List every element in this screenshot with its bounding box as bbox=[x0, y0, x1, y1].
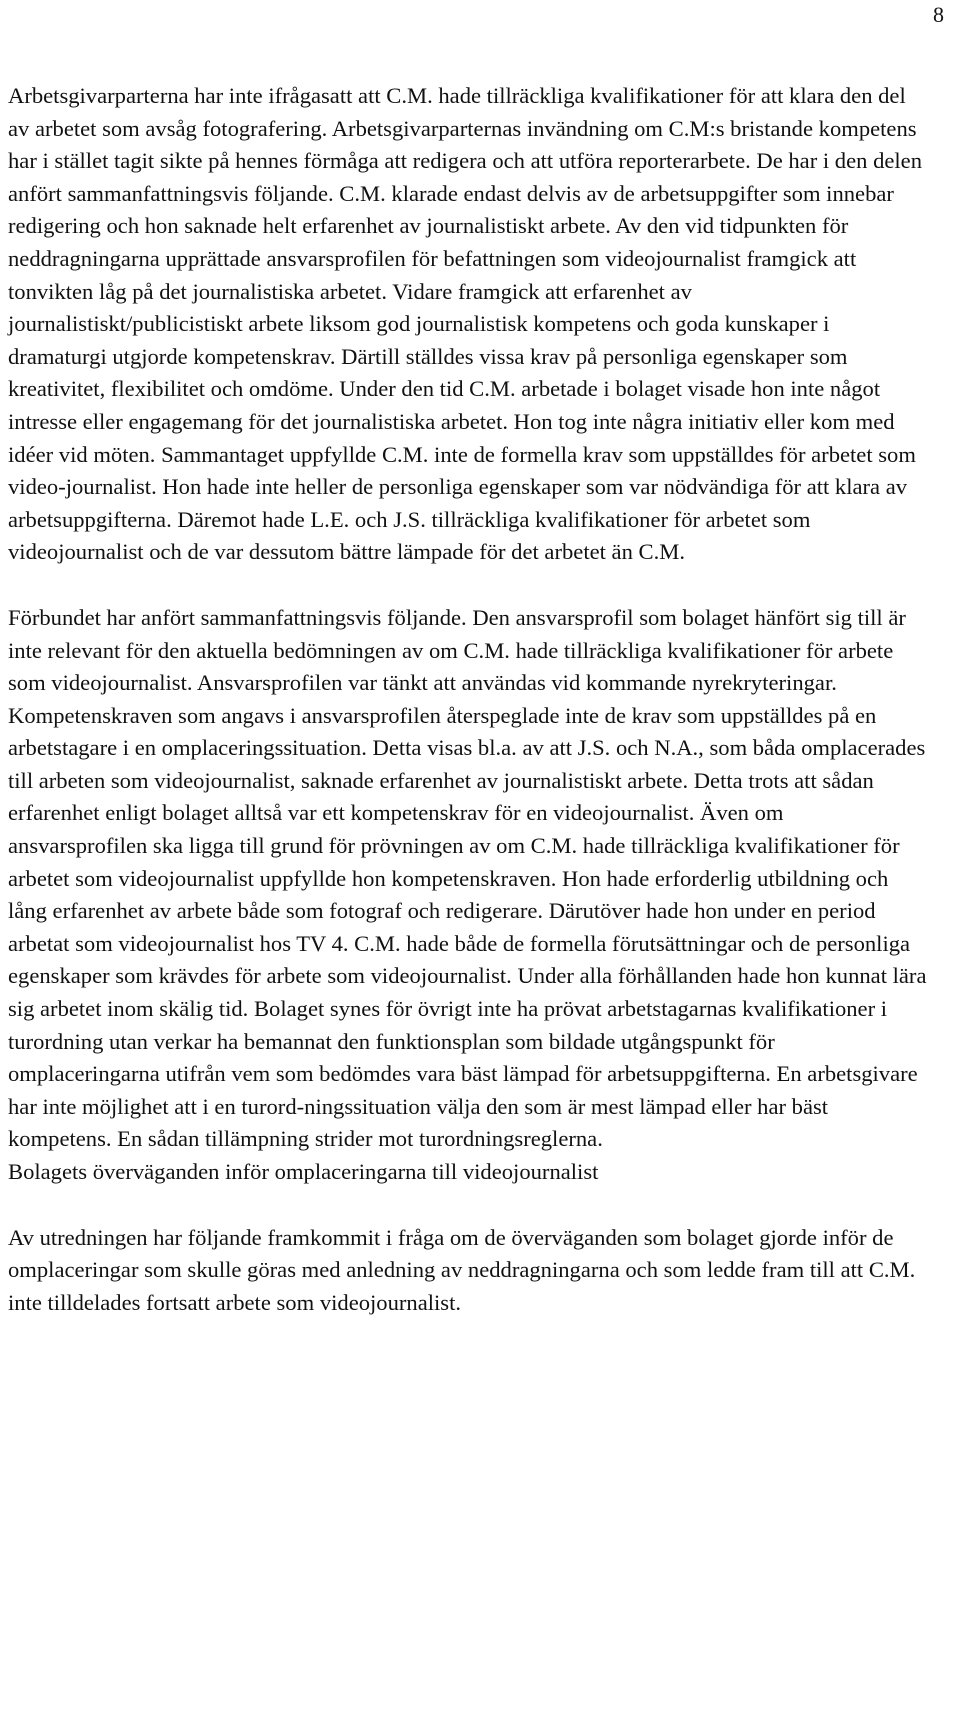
section-heading: Bolagets överväganden inför omplaceringarna till videojournalist bbox=[8, 1159, 599, 1184]
paragraph-union-arguments: Förbundet har anfört sammanfattningsvis följande. Den ansvarsprofil som bolaget hänfört sig till är inte relevant för den aktuella bedömningen av om C.M. hade tillräckliga kvalifikationer för arbete som videojournalist. Ansvarsprofilen var tänkt att användas vid kommande nyrekryteringar. Kompetenskraven som angavs i ansvarsprofilen återspeglade inte de krav som uppställdes på en arbetstagare i en omplaceringssituation. Detta visas bl.a. av att J.S. och N.A., som båda omplacerades till arbeten som videojournalist, saknade erfarenhet av journalistiskt arbete. Detta trots att sådan erfarenhet enligt bolaget alltså var ett kompetenskrav för en videojournalist. Även om ansvarsprofilen ska ligga till grund för prövningen av om C.M. hade tillräckliga kvalifikationer för arbetet som videojournalist uppfyllde hon kompetenskraven. Hon hade erforderlig utbildning och lång erfarenhet av arbete både som fotograf och redigerare. Därutöver hade hon under en period arbetat som videojournalist hos TV 4. C.M. hade både de formella förutsättningar och de personliga egenskaper som krävdes för arbete som videojournalist. Under alla förhållanden hade hon kunnat lära sig arbetet inom skälig tid. Bolaget synes för övrigt inte ha prövat arbetstagarnas kvalifikationer i turordning utan verkar ha bemannat den funktionsplan som bildade utgångspunkt för omplaceringarna utifrån vem som bedömdes vara bäst lämpad för arbetsuppgifterna. En arbetsgivare har inte möjlighet att i en turord-ningssituation välja den som är mest lämpad eller har bäst kompetens. En sådan tillämpning strider mot turordningsreglerna. bbox=[8, 604, 927, 1152]
paragraph-investigation: Av utredningen har följande framkommit i fråga om de överväganden som bolaget gjorde inför de omplaceringar som skulle göras med anledning av neddragningarna och som ledde fram till att C.M. inte tilldelades fortsatt arbete som videojournalist. bbox=[8, 1224, 916, 1315]
page-number: 8 bbox=[933, 2, 944, 27]
document-body bbox=[8, 80, 928, 1319]
paragraph-employer-arguments: Arbetsgivarparterna har inte ifrågasatt att C.M. hade tillräckliga kvalifikationer för att klara den del av arbetet som avsåg fotografering. Arbetsgivarparternas invändning om C.M:s bristande kompetens har i stället tagit sikte på hennes förmåga att redigera och att utföra reporterarbete. De har i den delen anfört sammanfattningsvis följande. C.M. klarade endast delvis av de arbetsuppgifter som innebar redigering och hon saknade helt erfarenhet av journalistiskt arbete. Av den vid tidpunkten för neddragningarna upprättade ansvarsprofilen för befattningen som videojournalist framgick att tonvikten låg på det journalistiska arbetet. Vidare framgick att erfarenhet av journalistiskt/publicistiskt arbete liksom god journalistisk kompetens och goda kunskaper i dramaturgi utgjorde kompetenskrav. Därtill ställdes vissa krav på personliga egenskaper som kreativitet, flexibilitet och omdöme. Under den tid C.M. arbetade i bolaget visade hon inte något intresse eller engagemang för det journalistiska arbetet. Hon tog inte några initiativ eller kom med idéer vid möten. Sammantaget uppfyllde C.M. inte de formella krav som uppställdes för arbetet som video-journalist. Hon hade inte heller de personliga egenskaper som var nödvändiga för att klara av arbetsuppgifterna. Däremot hade L.E. och J.S. tillräckliga kvalifikationer för arbetet som videojournalist och de var dessutom bättre lämpade för det arbetet än C.M. bbox=[8, 83, 923, 565]
